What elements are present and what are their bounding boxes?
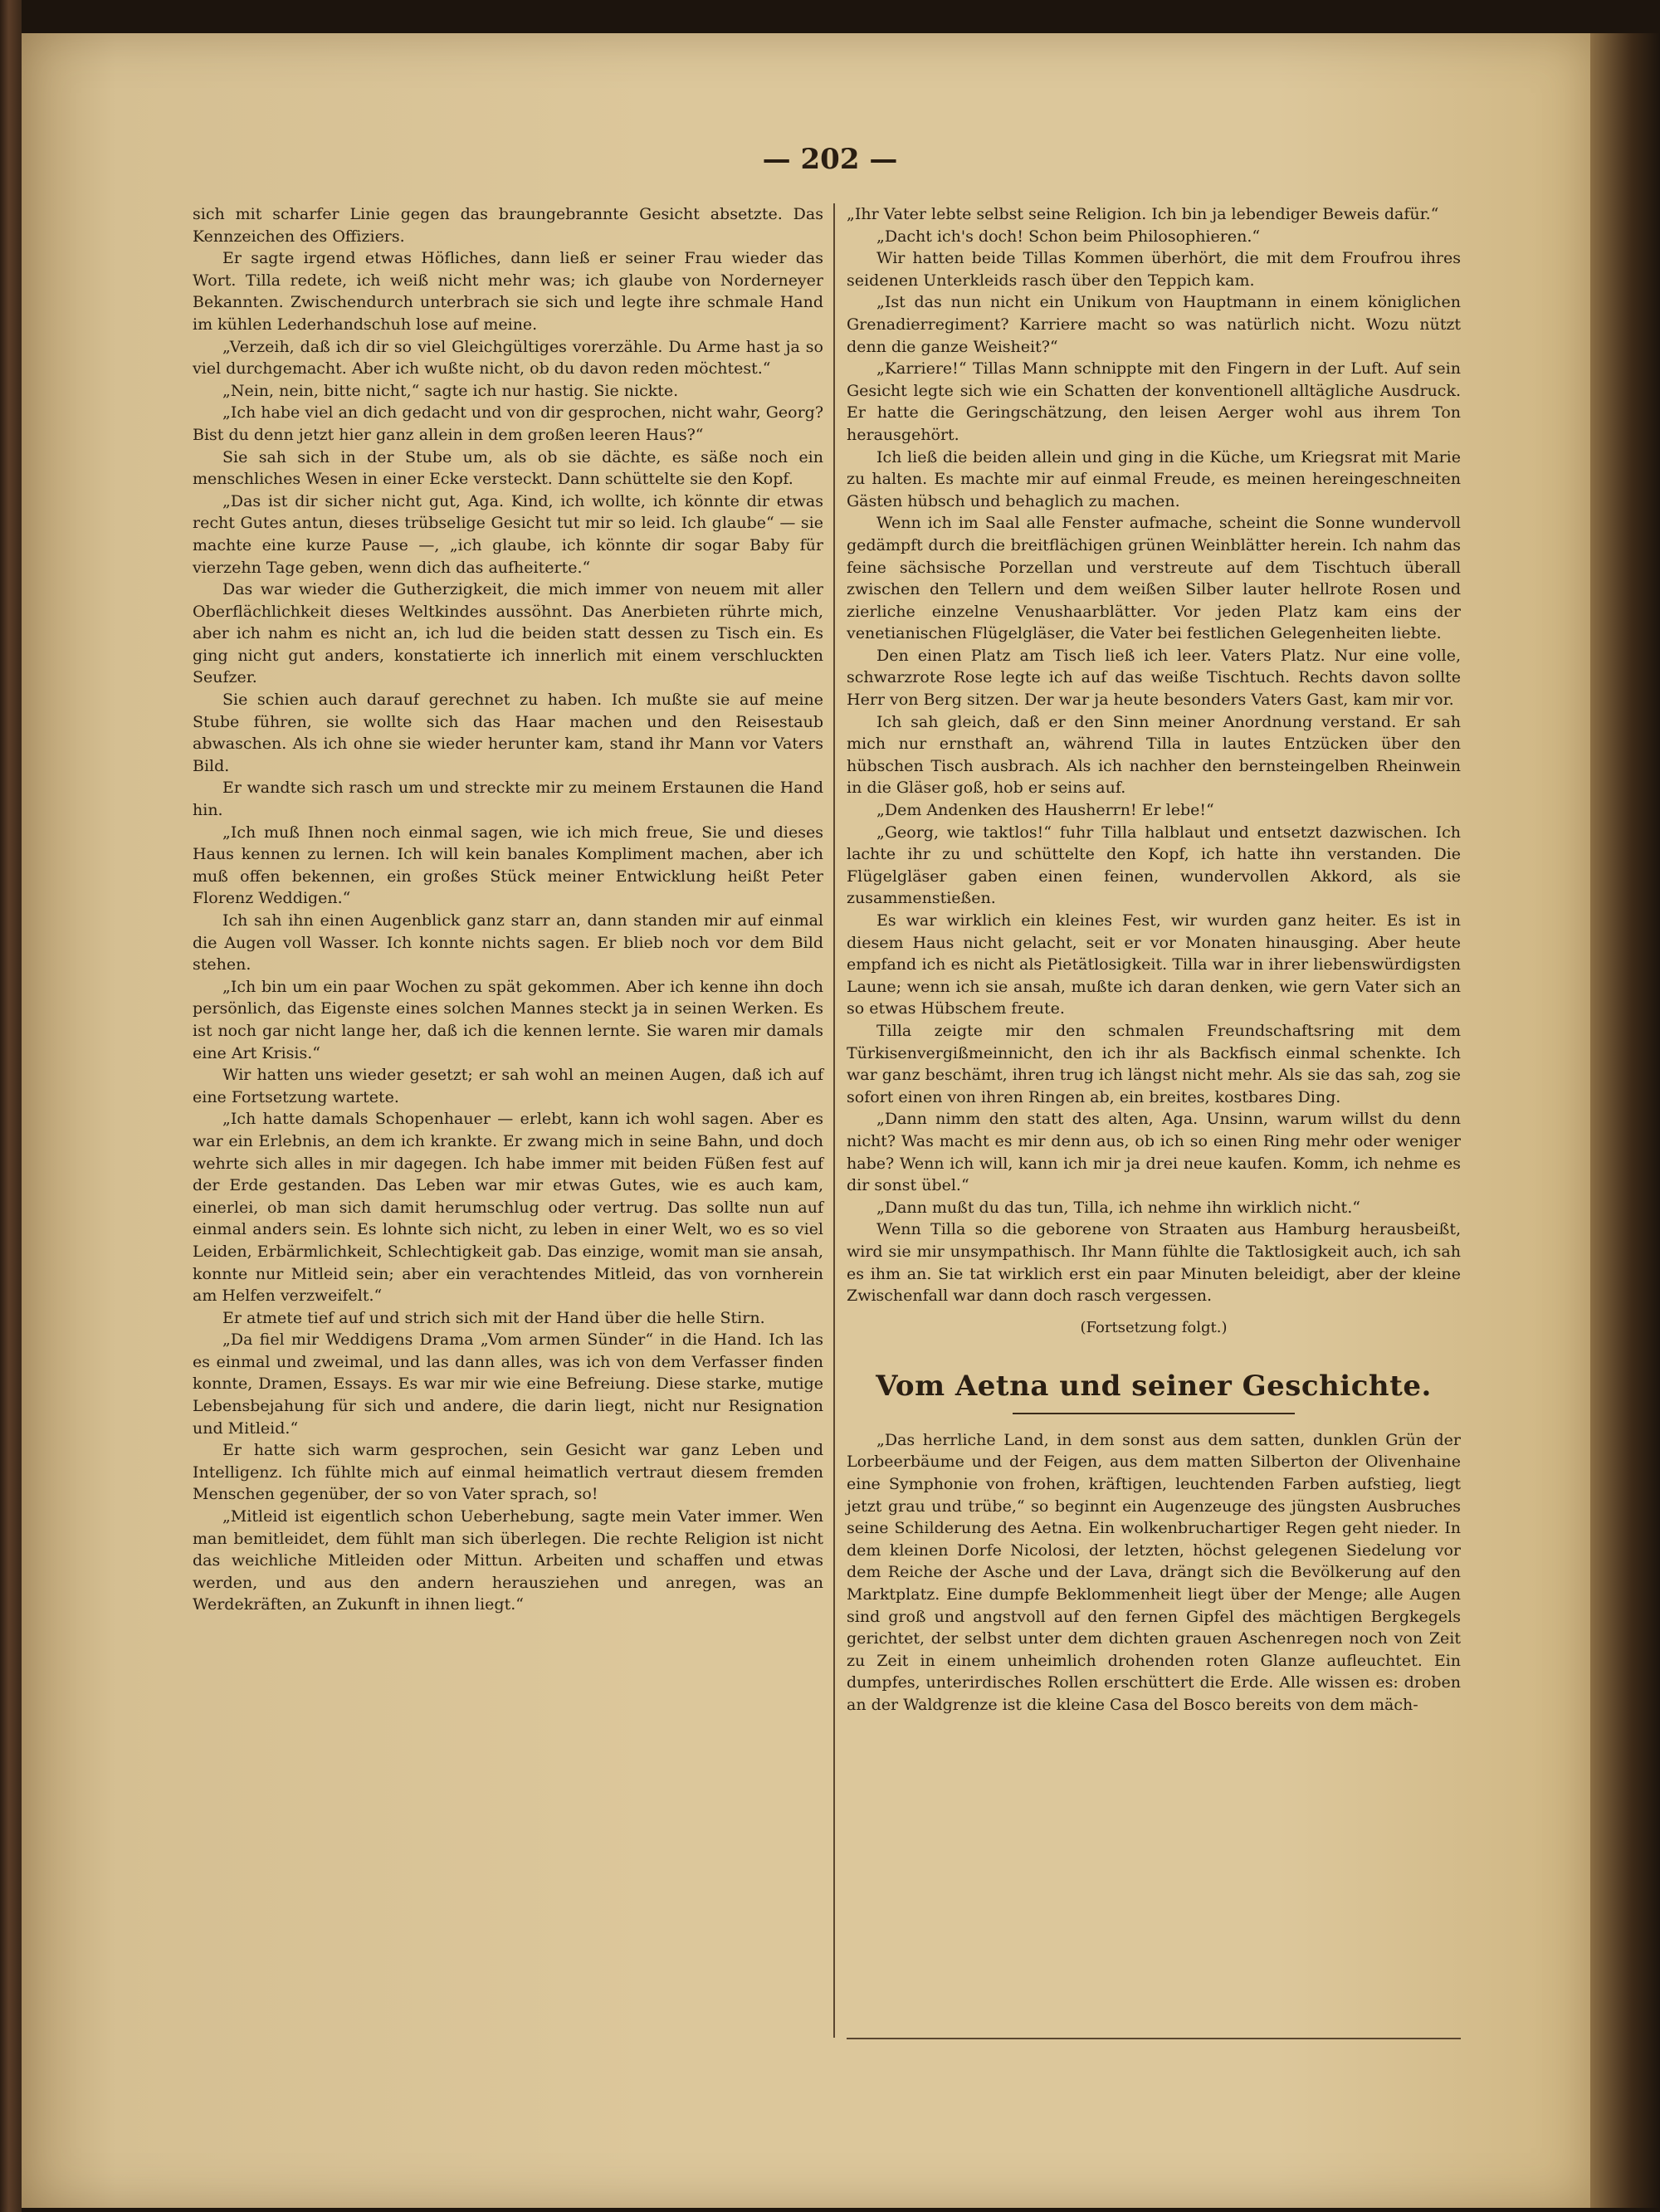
paragraph: „Karriere!“ Tillas Mann schnippte mit den Fingern in der Luft. Auf sein Gesicht legte sich wie ein Schatten der konventionell alltägliche Ausdruck. Er hatte die Geringschätzung, den leisen Aerger wohl aus ihrem Ton herausgehört. bbox=[847, 359, 1461, 444]
bottom-rule bbox=[847, 2038, 1461, 2039]
left-column bbox=[193, 203, 823, 1616]
paragraph: Ich sah ihn einen Augenblick ganz starr an, dann standen mir auf einmal die Augen voll Wasser. Ich konnte nichts sagen. Er blieb noch vor dem Bild stehen. bbox=[193, 911, 823, 974]
book-spine bbox=[0, 0, 22, 2212]
paragraph: Wenn ich im Saal alle Fenster aufmache, scheint die Sonne wundervoll gedämpft durch die breitflächigen grünen Weinblätter herein. Ich nahm das feine sächsische Porzellan und verstreute auf dem Tischtuch überall zwischen den Tellern und dem weißen Silber lauter hellrote Rosen und zierliche einzelne Venushaarblätter. Vor jeden Platz kam eins der venetianischen Flügelgläser, die Vater bei festlichen Gelegenheiten liebte. bbox=[847, 514, 1461, 643]
paragraph: „Mitleid ist eigentlich schon Ueberhebung, sagte mein Vater immer. Wen man bemitleidet, dem fühlt man sich überlegen. Die rechte Religion ist nicht das weichliche Mitleiden oder Mittun. Arbeiten und schaffen und etwas werden, und aus den andern herausziehen und anregen, was an Werdekräften, an Zukunft in ihnen liegt.“ bbox=[193, 1507, 823, 1614]
paragraph: Ich sah gleich, daß er den Sinn meiner Anordnung verstand. Er sah mich nur ernsthaft an, während Tilla in lautes Entzücken über den hübschen Tisch ausbrach. Als ich nachher den bernsteingelben Rheinwein in die Gläser goß, hob er seins auf. bbox=[847, 712, 1461, 798]
page-number: — 202 — bbox=[762, 143, 898, 176]
article-paragraph: „Das herrliche Land, in dem sonst aus dem satten, dunklen Grün der Lorbeerbäume und der Feigen, aus dem matten Silberton der Olivenhaine eine Symphonie von frohen, kräftigen, leuchtenden Farben aufstieg, liegt jetzt grau und trübe,“ so beginnt ein Augenzeuge des jüngsten Ausbruches seine Schilderung des Aetna. Ein wolkenbruchartiger Regen geht nieder. In dem kleinen Dorfe Nicolosi, der letzten, höchst gelegenen Siedelung vor dem Reiche der Asche und der Lava, drängt sich die Bevölkerung auf den Marktplatz. Eine dumpfe Beklommenheit liegt über der Menge; alle Augen sind groß und angstvoll auf den fernen Gipfel des mächtigen Bergkegels gerichtet, der selbst unter dem dichten grauen Aschenregen noch von Zeit zu Zeit in einem unheimlich drohenden roten Glanze aufleuchtet. Ein dumpfes, unterirdisches Rollen erschüttert die Erde. Alle wissen es: droben an der Waldgrenze ist die kleine Casa del Bosco bereits von dem mäch- bbox=[847, 1430, 1461, 1714]
paragraph: „Ich bin um ein paar Wochen zu spät gekommen. Aber ich kenne ihn doch persönlich, das Eigenste eines solchen Mannes steckt ja in seinen Werken. Es ist noch gar nicht lange her, daß ich die kennen lernte. Sie waren mir damals eine Art Krisis.“ bbox=[193, 977, 823, 1062]
paragraph: „Da fiel mir Weddigens Drama „Vom armen Sünder“ in die Hand. Ich las es einmal und zweimal, und las dann alles, was ich von dem Verfasser finden konnte, Dramen, Essays. Es war mir wie eine Befreiung. Diese starke, mutige Lebensbejahung für sich und andere, die darin liegt, nicht nur Resignation und Mitleid.“ bbox=[193, 1331, 823, 1438]
paragraph: Er wandte sich rasch um und streckte mir zu meinem Erstaunen die Hand hin. bbox=[193, 779, 823, 820]
paragraph: Wir hatten beide Tillas Kommen überhört, die mit dem Froufrou ihres seidenen Unterkleids rasch über den Teppich kam. bbox=[847, 249, 1461, 290]
paragraph: „Nein, nein, bitte nicht,“ sagte ich nur hastig. Sie nickte. bbox=[222, 381, 679, 400]
paragraph: „Verzeih, daß ich dir so viel Gleichgültiges vorerzähle. Du Arme hast ja so viel durchgemacht. Aber ich wußte nicht, ob du davon reden möchtest.“ bbox=[193, 337, 823, 378]
paragraph: Er sagte irgend etwas Höfliches, dann ließ er seiner Frau wieder das Wort. Tilla redete, ich weiß nicht mehr was; ich glaube von Norderneyer Bekannten. Zwischendurch unterbrach sie sich und legte ihre schmale Hand im kühlen Lederhandschuh lose auf meine. bbox=[193, 249, 823, 334]
paragraph: „Dem Andenken des Hausherrn! Er lebe!“ bbox=[876, 801, 1214, 820]
paragraph: Ich ließ die beiden allein und ging in die Küche, um Kriegsrat mit Marie zu halten. Es machte mir auf einmal Freude, es meinen hereingeschneiten Gästen hübsch und behaglich zu machen. bbox=[847, 447, 1461, 510]
paragraph: „Dann nimm den statt des alten, Aga. Unsinn, warum willst du denn nicht? Was macht es mir denn aus, ob ich so einen Ring mehr oder weniger habe? Wenn ich will, kann ich mir ja drei neue kaufen. Komm, ich nehme es dir sonst übel.“ bbox=[847, 1110, 1461, 1195]
paragraph: „Ihr Vater lebte selbst seine Religion. Ich bin ja lebendiger Beweis dafür.“ bbox=[847, 205, 1439, 223]
paragraph: Sie sah sich in der Stube um, als ob sie dächte, es säße noch ein menschliches Wesen in einer Ecke versteckt. Dann schüttelte sie den Kopf. bbox=[193, 447, 823, 489]
page-edge bbox=[1590, 33, 1660, 2208]
article-title: Vom Aetna und seiner Geschichte. bbox=[876, 1370, 1432, 1404]
paragraph: Wenn Tilla so die geborene von Straaten aus Hamburg herausbeißt, wird sie mir unsympathisch. Ihr Mann fühlte die Taktlosigkeit auch, ich sah es ihm an. Sie tat wirklich erst ein paar Minuten beleidigt, aber der kleine Zwischenfall war dann doch rasch vergessen. bbox=[847, 1220, 1461, 1306]
paragraph: sich mit scharfer Linie gegen das braungebrannte Gesicht absetzte. Das Kennzeichen des Offiziers. bbox=[193, 205, 823, 246]
paragraph: „Ich muß Ihnen noch einmal sagen, wie ich mich freue, Sie und dieses Haus kennen zu lernen. Ich will kein banales Kompliment machen, aber ich muß offen bekennen, ein großes Stück meiner Entwicklung heißt Peter Florenz Weddigen.“ bbox=[193, 823, 823, 908]
paragraph: Den einen Platz am Tisch ließ ich leer. Vaters Platz. Nur eine volle, schwarzrote Rose legte ich auf das weiße Tischtuch. Rechts davon sollte Herr von Berg sitzen. Der war ja heute besonders Vaters Gast, kam mir vor. bbox=[847, 646, 1461, 710]
paragraph: Sie schien auch darauf gerechnet zu haben. Ich mußte sie auf meine Stube führen, sie wollte sich das Haar machen und den Reisestaub abwaschen. Als ich ohne sie wieder herunter kam, stand ihr Mann vor Vaters Bild. bbox=[193, 691, 823, 775]
paragraph: Er atmete tief auf und strich sich mit der Hand über die helle Stirn. bbox=[222, 1308, 765, 1327]
right-column bbox=[847, 203, 1461, 1716]
paragraph: „Ich hatte damals Schopenhauer — erlebt, kann ich wohl sagen. Aber es war ein Erlebnis, an dem ich krankte. Er zwang mich in seine Bahn, und doch wehrte sich alles in mir dagegen. Ich habe immer mit beiden Füßen fest auf der Erde gestanden. Das Leben war mir etwas Gutes, wie es auch kam, einerlei, ob man sich damit herumschlug oder vertrug. Das sollte nun auf einmal anders sein. Es lohnte sich nicht, zu leben in einer Welt, wo es so viel Leiden, Erbärmlichkeit, Schlechtigkeit gab. Das einzige, womit man sie ansah, konnte nur Mitleid sein; aber ein verachtendes Mitleid, das von vornherein am Helfen verzweifelt.“ bbox=[193, 1110, 823, 1306]
paragraph: „Ist das nun nicht ein Unikum von Hauptmann in einem königlichen Grenadierregiment? Karriere macht so was natürlich nicht. Wozu nützt denn die ganze Weisheit?“ bbox=[847, 293, 1461, 356]
paragraph: Tilla zeigte mir den schmalen Freundschaftsring mit dem Türkisenvergißmeinnicht, den ich ihr als Backfisch einmal schenkte. Ich war ganz beschämt, ihren trug ich längst nicht mehr. Als sie das sah, zog sie sofort einen von ihren Ringen ab, ein breites, kostbares Ding. bbox=[847, 1021, 1461, 1106]
title-rule bbox=[1013, 1413, 1295, 1414]
paragraph: Es war wirklich ein kleines Fest, wir wurden ganz heiter. Es ist in diesem Haus nicht gelacht, seit er vor Monaten hinausging. Aber heute empfand ich es nicht als Pietätlosigkeit. Tilla war in ihrer liebenswürdigsten Laune; wenn ich sie ansah, mußte ich daran denken, wie gern Vater sich an so etwas Hübschem freute. bbox=[847, 911, 1461, 1018]
paragraph: Wir hatten uns wieder gesetzt; er sah wohl an meinen Augen, daß ich auf eine Fortsetzung wartete. bbox=[193, 1066, 823, 1106]
right-column-text bbox=[847, 203, 1461, 1307]
paragraph: „Georg, wie taktlos!“ fuhr Tilla halblaut und entsetzt dazwischen. Ich lachte ihr zu und schüttelte den Kopf, ich hatte ihn verstanden. Die Flügelgläser gaben einen feinen, wundervollen Akkord, als sie zusammenstießen. bbox=[847, 823, 1461, 908]
paragraph: Er hatte sich warm gesprochen, sein Gesicht war ganz Leben und Intelligenz. Ich fühlte mich auf einmal heimatlich vertraut diesem fremden Menschen gegenüber, der so von Vater sprach, so! bbox=[193, 1441, 823, 1504]
paragraph: „Dacht ich's doch! Schon beim Philosophieren.“ bbox=[876, 227, 1261, 246]
paragraph: „Das ist dir sicher nicht gut, Aga. Kind, ich wollte, ich könnte dir etwas recht Gutes antun, dieses trübselige Gesicht tut mir so leid. Ich glaube“ — sie machte eine kurze Pause —, „ich glaube, ich könnte dir sogar Baby für vierzehn Tage geben, wenn dich das aufheiterte.“ bbox=[193, 491, 823, 577]
column-divider bbox=[833, 203, 835, 2038]
paragraph: Das war wieder die Gutherzigkeit, die mich immer von neuem mit aller Oberflächlichkeit dieses Weltkindes aussöhnt. Das Anerbieten rührte mich, aber ich nahm es nicht an, ich lud die beiden statt dessen zu Tisch ein. Es ging nicht gut anders, konstatierte ich innerlich mit einem verschluckten Seufzer. bbox=[193, 580, 823, 687]
paragraph: „Dann mußt du das tun, Tilla, ich nehme ihn wirklich nicht.“ bbox=[876, 1198, 1360, 1217]
continued-note: (Fortsetzung folgt.) bbox=[1080, 1318, 1228, 1336]
paragraph: „Ich habe viel an dich gedacht und von dir gesprochen, nicht wahr, Georg? Bist du denn jetzt hier ganz allein in dem großen leeren Haus?“ bbox=[193, 403, 823, 444]
